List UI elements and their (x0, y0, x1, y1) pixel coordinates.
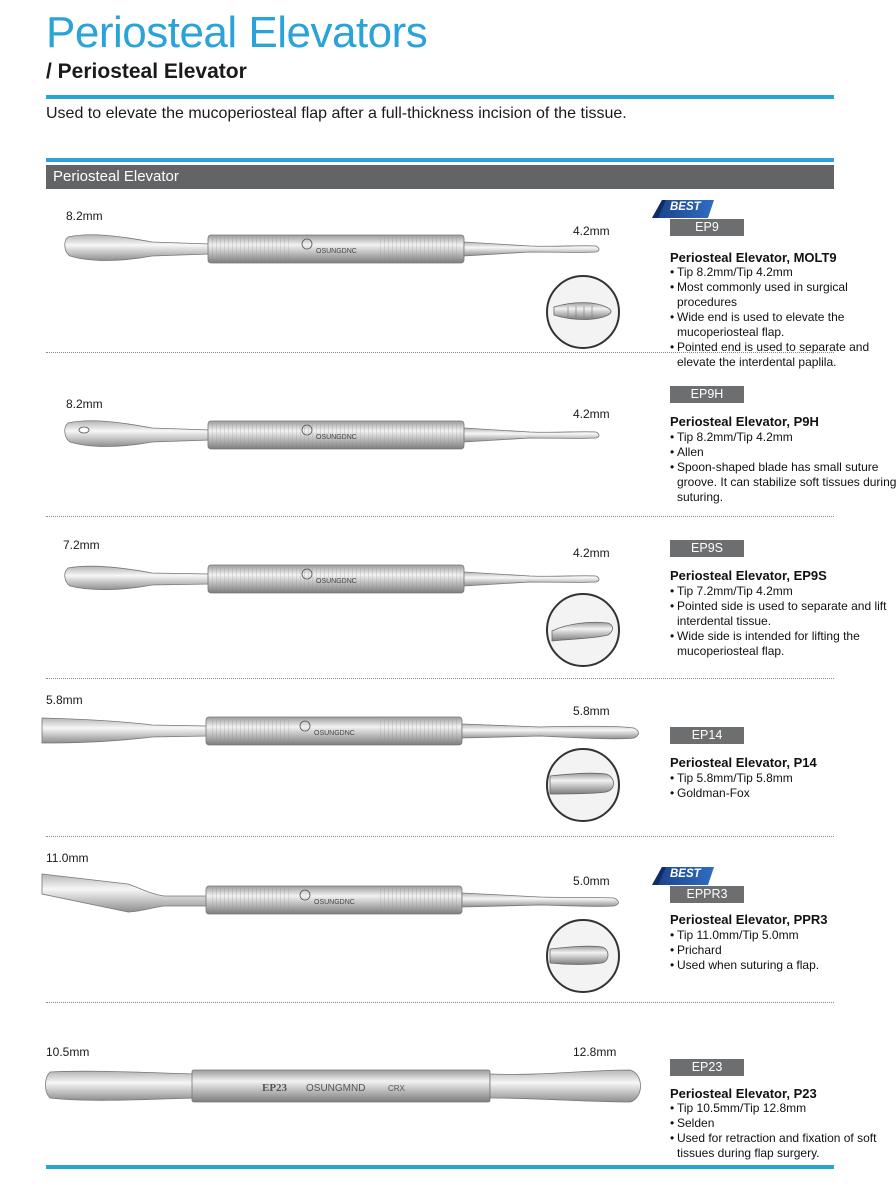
best-label: BEST (670, 201, 701, 213)
section-header: Periosteal Elevator (46, 165, 834, 189)
spec-item: • Tip 5.8mm/Tip 5.8mm (670, 771, 896, 786)
spec-item: • Used when suturing a flap. (670, 958, 896, 973)
tip-zoom-circle (546, 748, 620, 822)
handle-engraving: OSUNGMND (306, 1083, 366, 1094)
product-code-badge: EPPR3 (670, 886, 744, 903)
tip-zoom-circle (546, 593, 620, 667)
handle-engraving: OSUNGDNC (316, 434, 357, 441)
spec-item: • Most commonly used in surgical procedures (670, 280, 896, 310)
product-ep9s (0, 535, 896, 685)
instrument-image (44, 1062, 644, 1110)
spec-item: • Wide end is used to elevate the mucoperiosteal flap. (670, 310, 896, 340)
tip-zoom-circle (546, 275, 620, 349)
spec-list (670, 771, 896, 801)
instrument-image (40, 872, 640, 922)
product-name: Periosteal Elevator, P9H (670, 414, 819, 429)
product-name: Periosteal Elevator, PPR3 (670, 912, 828, 927)
left-tip-dimension: 11.0mm (46, 851, 89, 865)
spec-item: • Spoon-shaped blade has small suture groove. It can stabilize soft tissues during suturing. (670, 460, 896, 505)
spec-list (670, 1101, 896, 1161)
spec-list (670, 584, 896, 659)
best-label: BEST (670, 868, 701, 880)
spec-item: • Tip 7.2mm/Tip 4.2mm (670, 584, 896, 599)
spec-item: • Pointed end is used to separate and elevate the interdental paplila. (670, 340, 896, 370)
right-tip-dimension: 5.8mm (573, 704, 610, 718)
right-tip-dimension: 4.2mm (573, 224, 610, 238)
product-code-badge: EP9H (670, 386, 744, 403)
handle-engraving: OSUNGDNC (316, 248, 357, 255)
left-tip-dimension: 7.2mm (63, 538, 100, 552)
top-rule (46, 95, 834, 99)
instrument-image (60, 414, 620, 456)
instrument-image (60, 558, 620, 600)
spec-item: • Pointed side is used to separate and lift interdental tissue. (670, 599, 896, 629)
right-tip-dimension: 12.8mm (573, 1045, 617, 1059)
spec-item: • Goldman-Fox (670, 786, 896, 801)
handle-engraving: OSUNGDNC (316, 578, 357, 585)
section-rule (46, 158, 834, 162)
instrument-image (40, 710, 640, 752)
product-eppr3 (0, 848, 896, 1008)
product-ep9 (0, 195, 896, 369)
spec-item: • Tip 8.2mm/Tip 4.2mm (670, 430, 896, 445)
product-ep9h (0, 380, 896, 520)
product-divider (46, 352, 834, 353)
handle-engraving: OSUNGDNC (314, 899, 355, 906)
page-title: Periosteal Elevators (46, 8, 428, 57)
intro-text: Used to elevate the mucoperiosteal flap after a full-thickness incision of the tissue. (46, 105, 627, 122)
tip-zoom-circle (546, 919, 620, 993)
spec-item: • Allen (670, 445, 896, 460)
spec-item: • Wide side is intended for lifting the mucoperiosteal flap. (670, 629, 896, 659)
right-tip-dimension: 5.0mm (573, 874, 610, 888)
product-divider (46, 1002, 834, 1003)
product-divider (46, 516, 834, 517)
spec-list (670, 928, 896, 973)
product-code-badge: EP9 (670, 219, 744, 236)
product-code-badge: EP23 (670, 1059, 744, 1076)
product-ep14 (0, 690, 896, 840)
product-divider (46, 836, 834, 837)
handle-code-engraving: EP23 (262, 1082, 288, 1094)
handle-tag-engraving: CRX (388, 1084, 405, 1093)
product-name: Periosteal Elevator, P14 (670, 755, 817, 770)
product-name: Periosteal Elevator, EP9S (670, 568, 827, 583)
product-divider (46, 678, 834, 679)
spec-item: • Tip 11.0mm/Tip 5.0mm (670, 928, 896, 943)
product-code-badge: EP9S (670, 540, 744, 557)
spec-item: • Tip 10.5mm/Tip 12.8mm (670, 1101, 896, 1116)
product-name: Periosteal Elevator, MOLT9 (670, 250, 837, 265)
spec-list (670, 430, 896, 505)
right-tip-dimension: 4.2mm (573, 407, 610, 421)
spec-item: • Prichard (670, 943, 896, 958)
left-tip-dimension: 5.8mm (46, 693, 83, 707)
product-name: Periosteal Elevator, P23 (670, 1086, 817, 1101)
handle-engraving: OSUNGDNC (314, 730, 355, 737)
right-tip-dimension: 4.2mm (573, 546, 610, 560)
left-tip-dimension: 10.5mm (46, 1045, 90, 1059)
spec-item: • Selden (670, 1116, 896, 1131)
product-code-badge: EP14 (670, 727, 744, 744)
spec-item: • Tip 8.2mm/Tip 4.2mm (670, 265, 896, 280)
spec-item: • Used for retraction and fixation of soft tissues during flap surgery. (670, 1131, 896, 1161)
left-tip-dimension: 8.2mm (66, 209, 103, 223)
product-ep23 (0, 1040, 896, 1165)
left-tip-dimension: 8.2mm (66, 397, 103, 411)
bottom-rule (46, 1165, 834, 1169)
page-subtitle: / Periosteal Elevator (46, 60, 247, 83)
spec-list (670, 265, 896, 370)
instrument-image (60, 228, 620, 270)
